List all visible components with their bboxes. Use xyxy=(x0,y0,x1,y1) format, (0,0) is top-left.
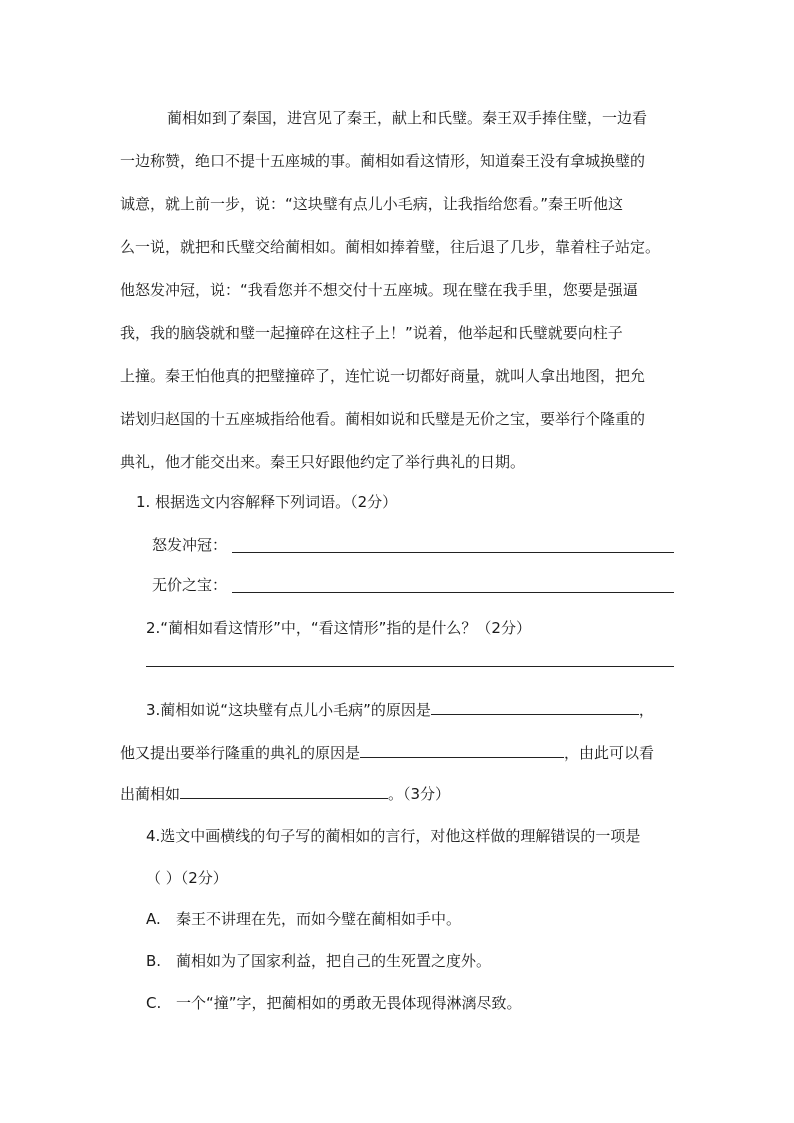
question-3-line-2 xyxy=(120,743,654,763)
option-c[interactable] xyxy=(146,993,522,1013)
answer-line-question-2[interactable] xyxy=(146,666,674,667)
passage-line-1: 蔺相如到了秦国，进宫见了秦王，献上和氏璧。秦王双手捧住璧，一边看 xyxy=(167,109,648,127)
passage-line-5: 他怒发冲冠，说：“我看您并不想交付十五座城。现在璧在我手里，您要是强逼 xyxy=(120,281,638,299)
option-c-text: 一个“撞”字，把蔺相如的勇敢无畏体现得淋漓尽致。 xyxy=(176,994,522,1012)
passage-line-8: 诺划归赵国的十五座城指给他看。蔺相如说和氏璧是无价之宝，要举行个隆重的 xyxy=(120,410,646,428)
question-1-term-2: 无价之宝： xyxy=(152,576,228,594)
question-4-answer-bracket[interactable]: （ ）（2分） xyxy=(146,869,228,887)
answer-blank-2[interactable] xyxy=(360,743,564,758)
question-3-line-3 xyxy=(120,784,450,804)
question-4-title: 4.选文中画横线的句子写的蔺相如的言行，对他这样做的理解错误的一项是 xyxy=(146,827,641,845)
option-a-letter: A. xyxy=(146,910,161,928)
option-a[interactable] xyxy=(146,909,461,929)
question-1-term-1: 怒发冲冠： xyxy=(152,536,228,554)
option-b-letter: B. xyxy=(146,952,162,970)
answer-line-term-2[interactable] xyxy=(232,592,674,593)
question-3-part-2: 他又提出要举行隆重的典礼的原因是 xyxy=(120,744,361,762)
question-1-title: 1. 根据选文内容解释下列词语。（2分） xyxy=(136,493,398,511)
question-3-part-3: 出蔺相如 xyxy=(120,785,181,803)
question-3-part-1-end: ， xyxy=(638,701,654,719)
passage-line-2: 一边称赞，绝口不提十五座城的事。蔺相如看这情形，知道秦王没有拿城换璧的 xyxy=(120,152,646,170)
passage-line-3: 诚意，就上前一步，说：“这块璧有点儿小毛病，让我指给您看。”秦王听他这 xyxy=(120,195,624,213)
option-b-text: 蔺相如为了国家利益，把自己的生死置之度外。 xyxy=(176,952,492,970)
answer-blank-1[interactable] xyxy=(431,700,639,715)
question-3-part-3-end: 。（3分） xyxy=(388,785,451,803)
answer-line-term-1[interactable] xyxy=(232,552,674,553)
question-3-line-1 xyxy=(146,700,654,720)
passage-line-7: 上撞。秦王怕他真的把璧撞碎了，连忙说一切都好商量，就叫人拿出地图，把允 xyxy=(120,367,646,385)
question-3-part-2-end: ，由此可以看 xyxy=(564,744,655,762)
answer-blank-3[interactable] xyxy=(180,784,388,799)
passage-line-4: 么一说，就把和氏璧交给蔺相如。蔺相如捧着璧，往后退了几步，靠着柱子站定。 xyxy=(120,238,661,256)
option-a-text: 秦王不讲理在先，而如今璧在蔺相如手中。 xyxy=(176,910,462,928)
option-c-letter: C. xyxy=(146,994,162,1012)
passage-line-9: 典礼，他才能交出来。秦王只好跟他约定了举行典礼的日期。 xyxy=(120,453,526,471)
question-3-part-1: 3.蔺相如说“这块璧有点儿小毛病”的原因是 xyxy=(146,701,431,719)
question-2-title: 2.“蔺相如看这情形”中，“看这情形”指的是什么？（2分） xyxy=(146,619,531,637)
option-b[interactable] xyxy=(146,951,491,971)
passage-line-6: 我，我的脑袋就和璧一起撞碎在这柱子上！”说着，他举起和氏璧就要向柱子 xyxy=(120,324,623,342)
